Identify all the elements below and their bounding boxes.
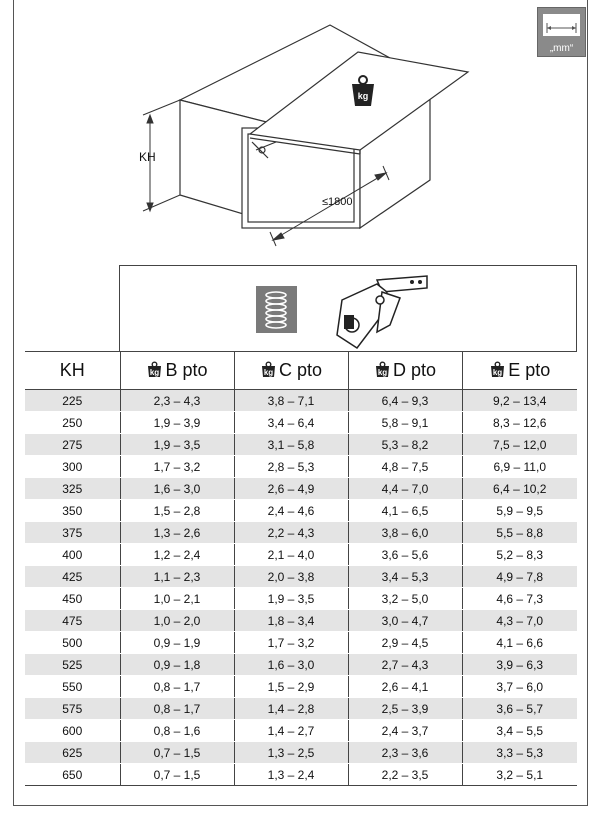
table-row xyxy=(25,632,577,654)
cell-kh: 625 xyxy=(25,742,120,764)
cell-weight-range: 1,5 – 2,9 xyxy=(234,676,348,698)
cell-weight-range: 1,3 – 2,4 xyxy=(234,764,348,786)
cell-kh: 350 xyxy=(25,500,120,522)
cell-weight-range: 0,7 – 1,5 xyxy=(120,764,234,786)
cell-weight-range: 0,9 – 1,9 xyxy=(120,632,234,654)
cell-weight-range: 1,0 – 2,0 xyxy=(120,610,234,632)
cell-kh: 450 xyxy=(25,588,120,610)
cell-weight-range: 1,8 – 3,4 xyxy=(234,610,348,632)
cell-weight-range: 1,6 – 3,0 xyxy=(234,654,348,676)
cell-weight-range: 2,8 – 5,3 xyxy=(234,456,348,478)
header-kh: KH xyxy=(25,352,120,390)
spring-icon xyxy=(256,286,297,333)
cell-weight-range: 3,8 – 7,1 xyxy=(234,390,348,412)
cell-weight-range: 1,5 – 2,8 xyxy=(120,500,234,522)
table-row xyxy=(25,654,577,676)
cell-weight-range: 3,6 – 5,6 xyxy=(348,544,462,566)
table-header-row xyxy=(25,352,577,390)
lift-mechanism-icon xyxy=(322,270,432,352)
svg-text:kg: kg xyxy=(150,368,160,377)
cell-weight-range: 3,8 – 6,0 xyxy=(348,522,462,544)
cell-kh: 325 xyxy=(25,478,120,500)
svg-text:kg: kg xyxy=(263,368,274,377)
cell-kh: 250 xyxy=(25,412,120,434)
cell-weight-range: 5,2 – 8,3 xyxy=(462,544,577,566)
svg-text:kg: kg xyxy=(377,368,388,377)
header-b: kg B pto xyxy=(120,352,234,390)
table-row xyxy=(25,390,577,412)
cell-kh: 375 xyxy=(25,522,120,544)
table-row xyxy=(25,764,577,786)
cell-kh: 550 xyxy=(25,676,120,698)
cell-weight-range: 1,6 – 3,0 xyxy=(120,478,234,500)
unit-label: „mm“ xyxy=(549,43,574,54)
cell-weight-range: 3,4 – 5,5 xyxy=(462,720,577,742)
cell-weight-range: 2,9 – 4,5 xyxy=(348,632,462,654)
cell-weight-range: 3,2 – 5,0 xyxy=(348,588,462,610)
cell-weight-range: 0,7 – 1,5 xyxy=(120,742,234,764)
table-row xyxy=(25,456,577,478)
table-row xyxy=(25,742,577,764)
cell-weight-range: 4,1 – 6,6 xyxy=(462,632,577,654)
header-c: kg C pto xyxy=(234,352,348,390)
cell-kh: 650 xyxy=(25,764,120,786)
table-row xyxy=(25,500,577,522)
cell-weight-range: 9,2 – 13,4 xyxy=(462,390,577,412)
cell-weight-range: 2,3 – 3,6 xyxy=(348,742,462,764)
cabinet-flap-drawing xyxy=(0,0,599,265)
cell-weight-range: 0,8 – 1,7 xyxy=(120,698,234,720)
cell-weight-range: 1,2 – 2,4 xyxy=(120,544,234,566)
kg-icon xyxy=(146,361,163,378)
table-row xyxy=(25,544,577,566)
cell-weight-range: 3,1 – 5,8 xyxy=(234,434,348,456)
cell-weight-range: 2,2 – 3,5 xyxy=(348,764,462,786)
cell-weight-range: 5,8 – 9,1 xyxy=(348,412,462,434)
cell-weight-range: 4,8 – 7,5 xyxy=(348,456,462,478)
cell-weight-range: 6,9 – 11,0 xyxy=(462,456,577,478)
width-dimension-label: ≤1800 xyxy=(322,196,353,208)
cell-weight-range: 1,1 – 2,3 xyxy=(120,566,234,588)
cell-kh: 225 xyxy=(25,390,120,412)
cell-weight-range: 5,5 – 8,8 xyxy=(462,522,577,544)
cell-weight-range: 2,5 – 3,9 xyxy=(348,698,462,720)
cell-weight-range: 1,3 – 2,6 xyxy=(120,522,234,544)
cell-weight-range: 2,6 – 4,1 xyxy=(348,676,462,698)
cell-weight-range: 0,8 – 1,6 xyxy=(120,720,234,742)
table-row xyxy=(25,720,577,742)
table-row xyxy=(25,412,577,434)
cell-weight-range: 3,4 – 6,4 xyxy=(234,412,348,434)
cell-weight-range: 2,0 – 3,8 xyxy=(234,566,348,588)
cell-weight-range: 1,9 – 3,5 xyxy=(120,434,234,456)
table-row xyxy=(25,698,577,720)
cell-weight-range: 1,4 – 2,7 xyxy=(234,720,348,742)
cell-weight-range: 1,7 – 3,2 xyxy=(234,632,348,654)
cell-kh: 575 xyxy=(25,698,120,720)
cell-kh: 600 xyxy=(25,720,120,742)
cell-weight-range: 6,4 – 9,3 xyxy=(348,390,462,412)
header-d: kg D pto xyxy=(348,352,462,390)
kg-icon xyxy=(260,361,277,378)
table-row xyxy=(25,522,577,544)
cell-weight-range: 3,0 – 4,7 xyxy=(348,610,462,632)
cell-weight-range: 1,3 – 2,5 xyxy=(234,742,348,764)
table-row xyxy=(25,676,577,698)
table-row xyxy=(25,588,577,610)
cell-weight-range: 2,1 – 4,0 xyxy=(234,544,348,566)
cell-weight-range: 1,4 – 2,8 xyxy=(234,698,348,720)
cell-weight-range: 2,2 – 4,3 xyxy=(234,522,348,544)
cell-weight-range: 3,3 – 5,3 xyxy=(462,742,577,764)
kg-icon xyxy=(489,361,506,378)
cell-weight-range: 3,7 – 6,0 xyxy=(462,676,577,698)
cell-weight-range: 4,9 – 7,8 xyxy=(462,566,577,588)
cell-weight-range: 4,4 – 7,0 xyxy=(348,478,462,500)
cell-kh: 475 xyxy=(25,610,120,632)
cell-weight-range: 2,3 – 4,3 xyxy=(120,390,234,412)
cell-weight-range: 4,6 – 7,3 xyxy=(462,588,577,610)
cell-weight-range: 1,7 – 3,2 xyxy=(120,456,234,478)
cell-kh: 425 xyxy=(25,566,120,588)
cell-weight-range: 2,6 – 4,9 xyxy=(234,478,348,500)
load-table xyxy=(25,351,577,786)
cell-kh: 275 xyxy=(25,434,120,456)
cell-kh: 300 xyxy=(25,456,120,478)
cell-weight-range: 6,4 – 10,2 xyxy=(462,478,577,500)
cell-kh: 525 xyxy=(25,654,120,676)
header-e: kg E pto xyxy=(462,352,577,390)
table-row xyxy=(25,434,577,456)
cell-kh: 400 xyxy=(25,544,120,566)
cell-weight-range: 1,9 – 3,5 xyxy=(234,588,348,610)
cell-weight-range: 8,3 – 12,6 xyxy=(462,412,577,434)
cell-weight-range: 3,4 – 5,3 xyxy=(348,566,462,588)
cell-weight-range: 5,9 – 9,5 xyxy=(462,500,577,522)
cell-weight-range: 2,4 – 4,6 xyxy=(234,500,348,522)
cell-weight-range: 1,9 – 3,9 xyxy=(120,412,234,434)
cell-weight-range: 4,1 – 6,5 xyxy=(348,500,462,522)
kg-icon xyxy=(374,361,391,378)
cell-weight-range: 7,5 – 12,0 xyxy=(462,434,577,456)
table-row xyxy=(25,566,577,588)
weight-icon-text: kg xyxy=(357,91,369,101)
cell-kh: 500 xyxy=(25,632,120,654)
cell-weight-range: 3,6 – 5,7 xyxy=(462,698,577,720)
table-row xyxy=(25,478,577,500)
cell-weight-range: 2,7 – 4,3 xyxy=(348,654,462,676)
cell-weight-range: 3,9 – 6,3 xyxy=(462,654,577,676)
cell-weight-range: 0,8 – 1,7 xyxy=(120,676,234,698)
table-row xyxy=(25,610,577,632)
cell-weight-range: 2,4 – 3,7 xyxy=(348,720,462,742)
cell-weight-range: 4,3 – 7,0 xyxy=(462,610,577,632)
cell-weight-range: 1,0 – 2,1 xyxy=(120,588,234,610)
cell-weight-range: 0,9 – 1,8 xyxy=(120,654,234,676)
height-dimension-label: KH xyxy=(139,150,156,164)
cell-weight-range: 5,3 – 8,2 xyxy=(348,434,462,456)
svg-text:kg: kg xyxy=(493,368,503,377)
cell-weight-range: 3,2 – 5,1 xyxy=(462,764,577,786)
